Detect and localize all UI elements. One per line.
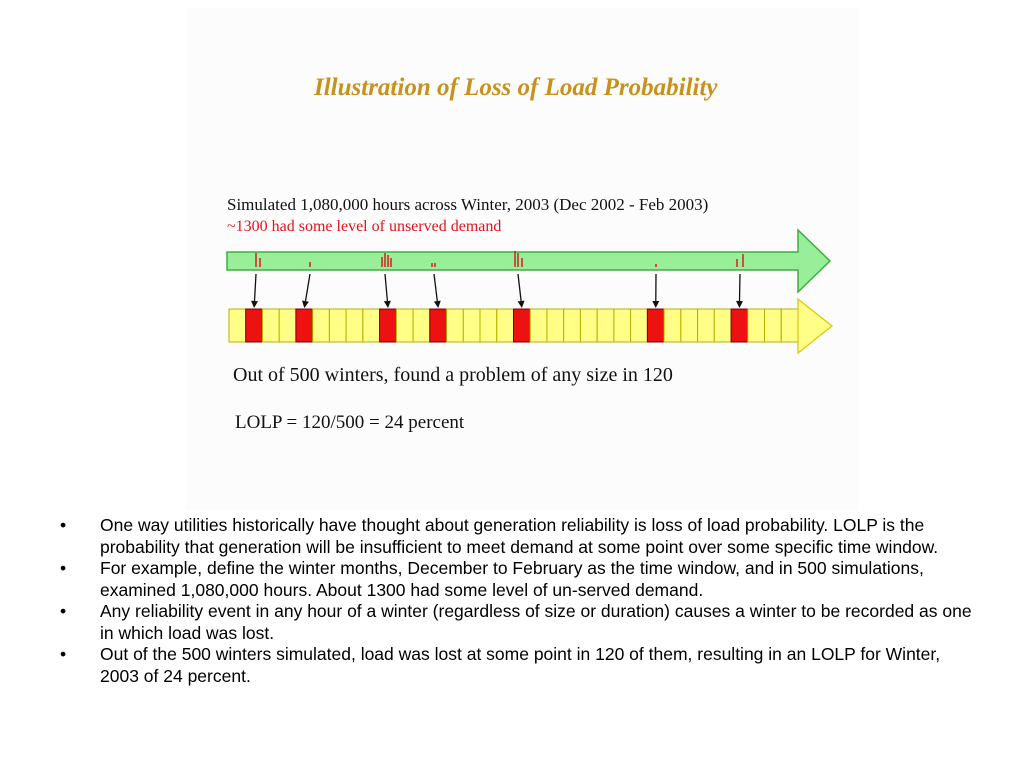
bullet-dot: • bbox=[60, 515, 67, 535]
winter-cell bbox=[781, 309, 798, 342]
winter-cells bbox=[229, 309, 798, 342]
connector-arrow bbox=[434, 274, 437, 301]
winter-cell bbox=[463, 309, 480, 342]
lolp-formula-text: LOLP = 120/500 = 24 percent bbox=[235, 412, 465, 433]
winter-cell bbox=[346, 309, 363, 342]
lolp-illustration bbox=[186, 8, 858, 510]
winter-cell bbox=[329, 309, 346, 342]
winter-cell bbox=[480, 309, 497, 342]
connector-arrow bbox=[306, 274, 311, 301]
bullet-text: Any reliability event in any hour of a winter (regardless of size or duration) causes a winter to be recorded as one in which load was lost. bbox=[100, 601, 972, 643]
winter-cell bbox=[530, 309, 547, 342]
winter-cell bbox=[413, 309, 430, 342]
winter-cell bbox=[765, 309, 782, 342]
winter-cell bbox=[279, 309, 296, 342]
winters-arrow-head bbox=[798, 299, 832, 353]
winter-cell bbox=[681, 309, 698, 342]
connector-arrow bbox=[518, 274, 521, 301]
figure-title: Illustration of Loss of Load Probability bbox=[314, 74, 718, 101]
problem-winter-cell bbox=[731, 309, 748, 342]
bullet-item bbox=[60, 601, 972, 644]
connector-arrow bbox=[385, 274, 387, 301]
winter-cell bbox=[631, 309, 648, 342]
connector-arrowhead bbox=[384, 301, 391, 308]
bullet-item bbox=[60, 515, 972, 558]
connector-arrowhead bbox=[518, 301, 525, 308]
winter-cell bbox=[547, 309, 564, 342]
winter-cell bbox=[229, 309, 246, 342]
event-connector-arrows bbox=[251, 274, 743, 308]
connector-arrowhead bbox=[652, 301, 659, 308]
problem-winter-cell bbox=[380, 309, 397, 342]
problem-winter-cell bbox=[246, 309, 263, 342]
winter-cell bbox=[564, 309, 581, 342]
problem-winter-cell bbox=[296, 309, 313, 342]
winter-cell bbox=[614, 309, 631, 342]
bullet-list bbox=[60, 515, 972, 687]
winter-cell bbox=[580, 309, 597, 342]
winter-cell bbox=[447, 309, 464, 342]
connector-arrow bbox=[255, 274, 257, 301]
connector-arrowhead bbox=[434, 301, 441, 308]
bullet-dot: • bbox=[60, 558, 67, 578]
connector-arrowhead bbox=[302, 301, 309, 309]
bullet-text: For example, define the winter months, December to February as the time window, and in 500 simulations, examined 1,080,000 hours. About 1300 had some level of un-served demand. bbox=[100, 558, 924, 600]
winter-cell bbox=[664, 309, 681, 342]
winter-cell bbox=[714, 309, 731, 342]
bullet-dot: • bbox=[60, 644, 67, 664]
winter-cell bbox=[497, 309, 514, 342]
winter-cell bbox=[597, 309, 614, 342]
winter-cell bbox=[698, 309, 715, 342]
winters-problem-text: Out of 500 winters, found a problem of any size in 120 bbox=[233, 364, 673, 386]
bullet-dot: • bbox=[60, 601, 67, 621]
winter-cell bbox=[363, 309, 380, 342]
problem-winter-cell bbox=[514, 309, 531, 342]
winter-cell bbox=[263, 309, 280, 342]
unserved-demand-text: ~1300 had some level of unserved demand bbox=[227, 218, 502, 235]
winter-cell bbox=[748, 309, 765, 342]
connector-arrowhead bbox=[736, 301, 743, 308]
problem-winter-cell bbox=[647, 309, 664, 342]
winter-cell bbox=[396, 309, 413, 342]
winter-cell bbox=[313, 309, 330, 342]
bullet-item bbox=[60, 644, 972, 687]
connector-arrowhead bbox=[251, 301, 258, 308]
bullet-text: One way utilities historically have thought about generation reliability is loss of load probability. LOLP is the probability that generation will be insufficient to meet demand at some point over some specific time window. bbox=[100, 515, 939, 557]
connector-arrow bbox=[740, 274, 741, 301]
bullet-item bbox=[60, 558, 972, 601]
problem-winter-cell bbox=[430, 309, 447, 342]
bullet-text: Out of the 500 winters simulated, load was lost at some point in 120 of them, resulting in an LOLP for Winter, 2003 of 24 percent. bbox=[100, 644, 941, 686]
simulated-hours-text: Simulated 1,080,000 hours across Winter, 2003 (Dec 2002 - Feb 2003) bbox=[227, 195, 709, 214]
